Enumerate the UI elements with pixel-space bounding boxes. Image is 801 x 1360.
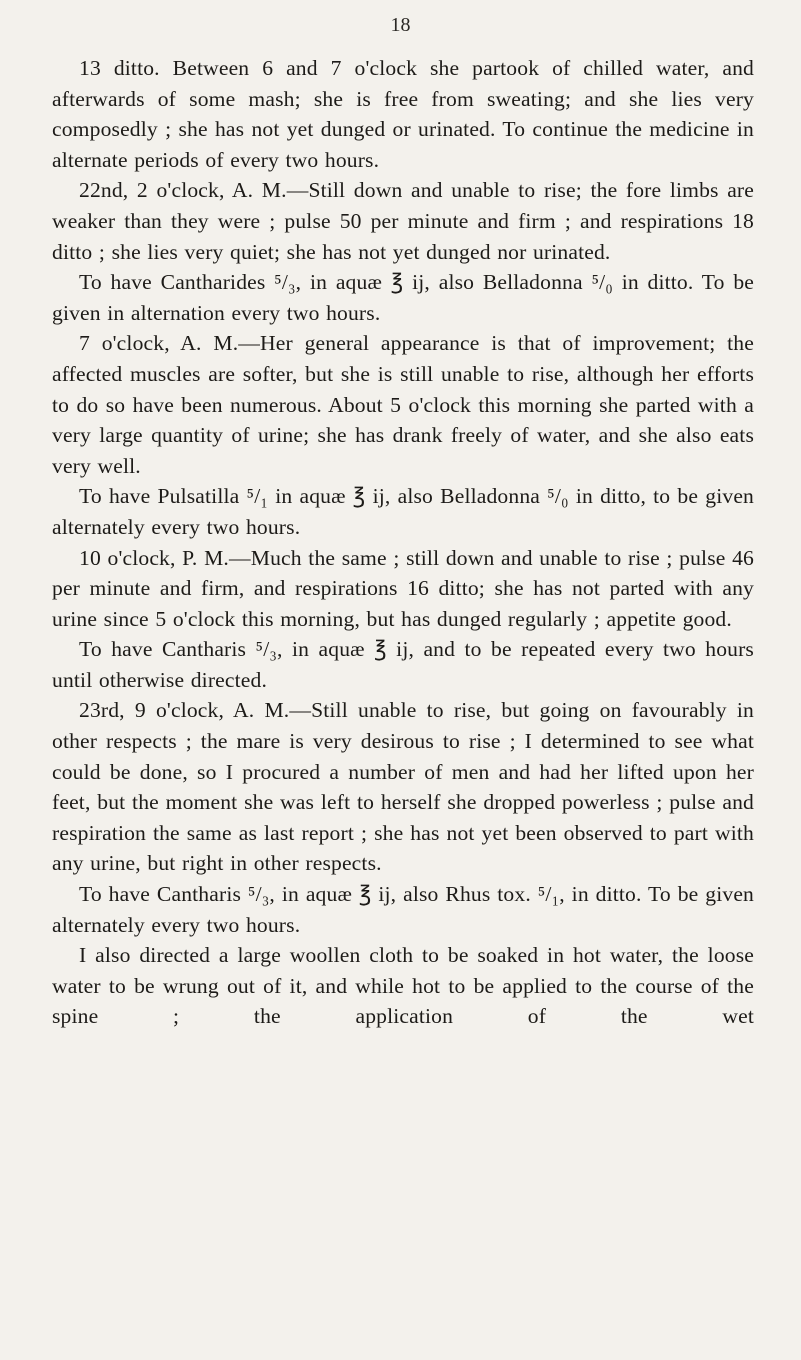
paragraph-22nd-2-oclock: 22nd, 2 o'clock, A. M.—Still down and unable to rise; the fore limbs are weaker than they were ; pulse 50 per minute and firm ; and respirations 18 ditto ; she lies very quiet; she has not yet dunged nor urinated.: [52, 178, 754, 264]
paragraph-prescription-cantharis-rhus-tox: To have Cantharis ⁵/₃, in aquæ ℥ ij, also Rhus tox. ⁵/₁, in ditto. To be given alternately every two hours.: [52, 882, 754, 937]
paragraph-prescription-cantharides-belladonna: To have Cantharides ⁵/₃, in aquæ ℥ ij, also Belladonna ⁵/₀ in ditto. To be given in alternation every two hours.: [52, 270, 754, 325]
paragraph-7-oclock: 7 o'clock, A. M.—Her general appearance is that of improvement; the affected muscles are softer, but she is still unable to rise, although her efforts to do so have been numerous. About 5 o'clock this morning she parted with a very large quantity of urine; she has drank freely of water, and she also eats very well.: [52, 331, 754, 478]
page-number: 18: [390, 14, 411, 36]
paragraph-13-ditto: 13 ditto. Between 6 and 7 o'clock she partook of chilled water, and afterwards of some mash; she is free from sweating; and she lies very composedly ; she has not yet dunged or urinated. To continue the medicine in alternate periods of every two hours.: [52, 56, 754, 172]
paragraph-prescription-cantharis: To have Cantharis ⁵/₃, in aquæ ℥ ij, and to be repeated every two hours until otherwise directed.: [52, 637, 754, 692]
paragraph-10-oclock: 10 o'clock, P. M.—Much the same ; still down and unable to rise ; pulse 46 per minute and firm, and respirations 16 ditto; she has not parted with any urine since 5 o'clock this morning, but has dunged regularly ; appetite good.: [52, 545, 754, 631]
paragraph-woollen-cloth: I also directed a large woollen cloth to be soaked in hot water, the loose water to be wrung out of it, and while hot to be applied to the course of the spine ; the application of the wet: [52, 943, 754, 1029]
body-text: [52, 53, 754, 1032]
paragraph-23rd-9-oclock: 23rd, 9 o'clock, A. M.—Still unable to rise, but going on favourably in other respects ; the mare is very desirous to rise ; I determined to see what could be done, so I procured a number of men and had her lifted upon her feet, but the moment she was left to herself she dropped powerless ; pulse and respiration the same as last report ; she has not yet been observed to part with any urine, but right in other respects.: [52, 698, 754, 876]
paragraph-prescription-pulsatilla-belladonna: To have Pulsatilla ⁵/₁ in aquæ ℥ ij, also Belladonna ⁵/₀ in ditto, to be given alternately every two hours.: [52, 484, 754, 539]
